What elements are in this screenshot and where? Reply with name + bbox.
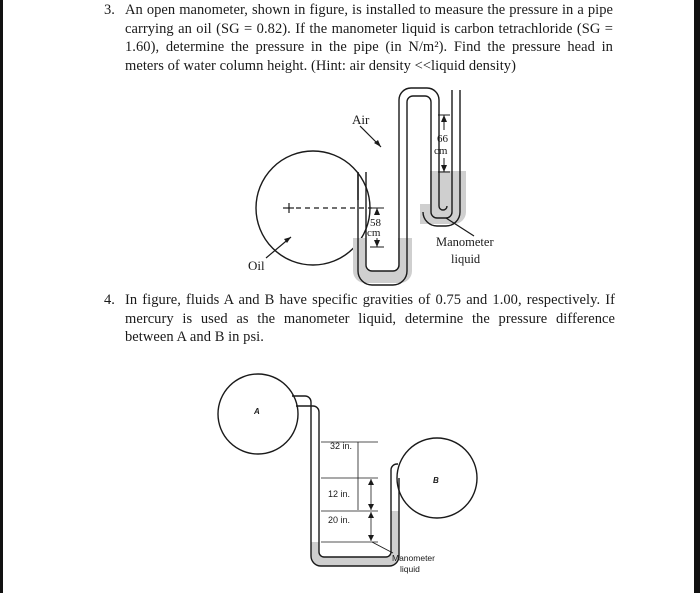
dim-58-unit: cm — [367, 227, 381, 239]
manometer-label-2-line1: Manometer — [392, 553, 435, 563]
manometer-pointer-2 — [372, 542, 393, 553]
oil-label: Oil — [248, 258, 265, 273]
manometer-tube-2 — [292, 396, 399, 566]
manometer-label-2-line2: liquid — [400, 564, 420, 574]
manometer-label-line2: liquid — [451, 252, 481, 266]
problem-3-number: 3. — [104, 2, 115, 18]
dim-20-label: 20 in. — [328, 515, 351, 525]
air-label: Air — [352, 112, 370, 127]
dim-58-value: 58 — [370, 217, 381, 229]
dim-20-arrow-up — [368, 512, 374, 518]
vessel-b-label: B — [433, 476, 439, 485]
dim-66-unit: cm — [434, 145, 448, 157]
problem-4-number: 4. — [104, 292, 115, 308]
dim-12-arrow-down — [368, 504, 374, 510]
dim-12-label: 12 in. — [328, 489, 351, 499]
dim-66-value: 66 — [437, 133, 448, 145]
dim-12-arrow-up — [368, 479, 374, 485]
problem-3-text: An open manometer, shown in figure, is installed to measure the pressure in a pipe carrying an oil (SG = 0.82). If the manometer liquid is carbon tetrachloride (SG = 1.60), determine the pressure in the pipe (in N/m²). Find the pressure head in meters of water column height. (Hint: air density <<liquid density) — [125, 2, 613, 74]
dim-32-label: 32 in. — [330, 441, 353, 451]
manometer-liquid-2 — [311, 511, 399, 566]
problem-4-text: In figure, fluids A and B have specific gravities of 0.75 and 1.00, respectively. If mercury is used as the manometer liquid, determine the pressure difference between A and B in psi. — [125, 292, 615, 346]
vessel-a-label: A — [254, 407, 260, 416]
manometer-label-line1: Manometer — [436, 235, 494, 249]
dim-20-arrow-down — [368, 535, 374, 541]
